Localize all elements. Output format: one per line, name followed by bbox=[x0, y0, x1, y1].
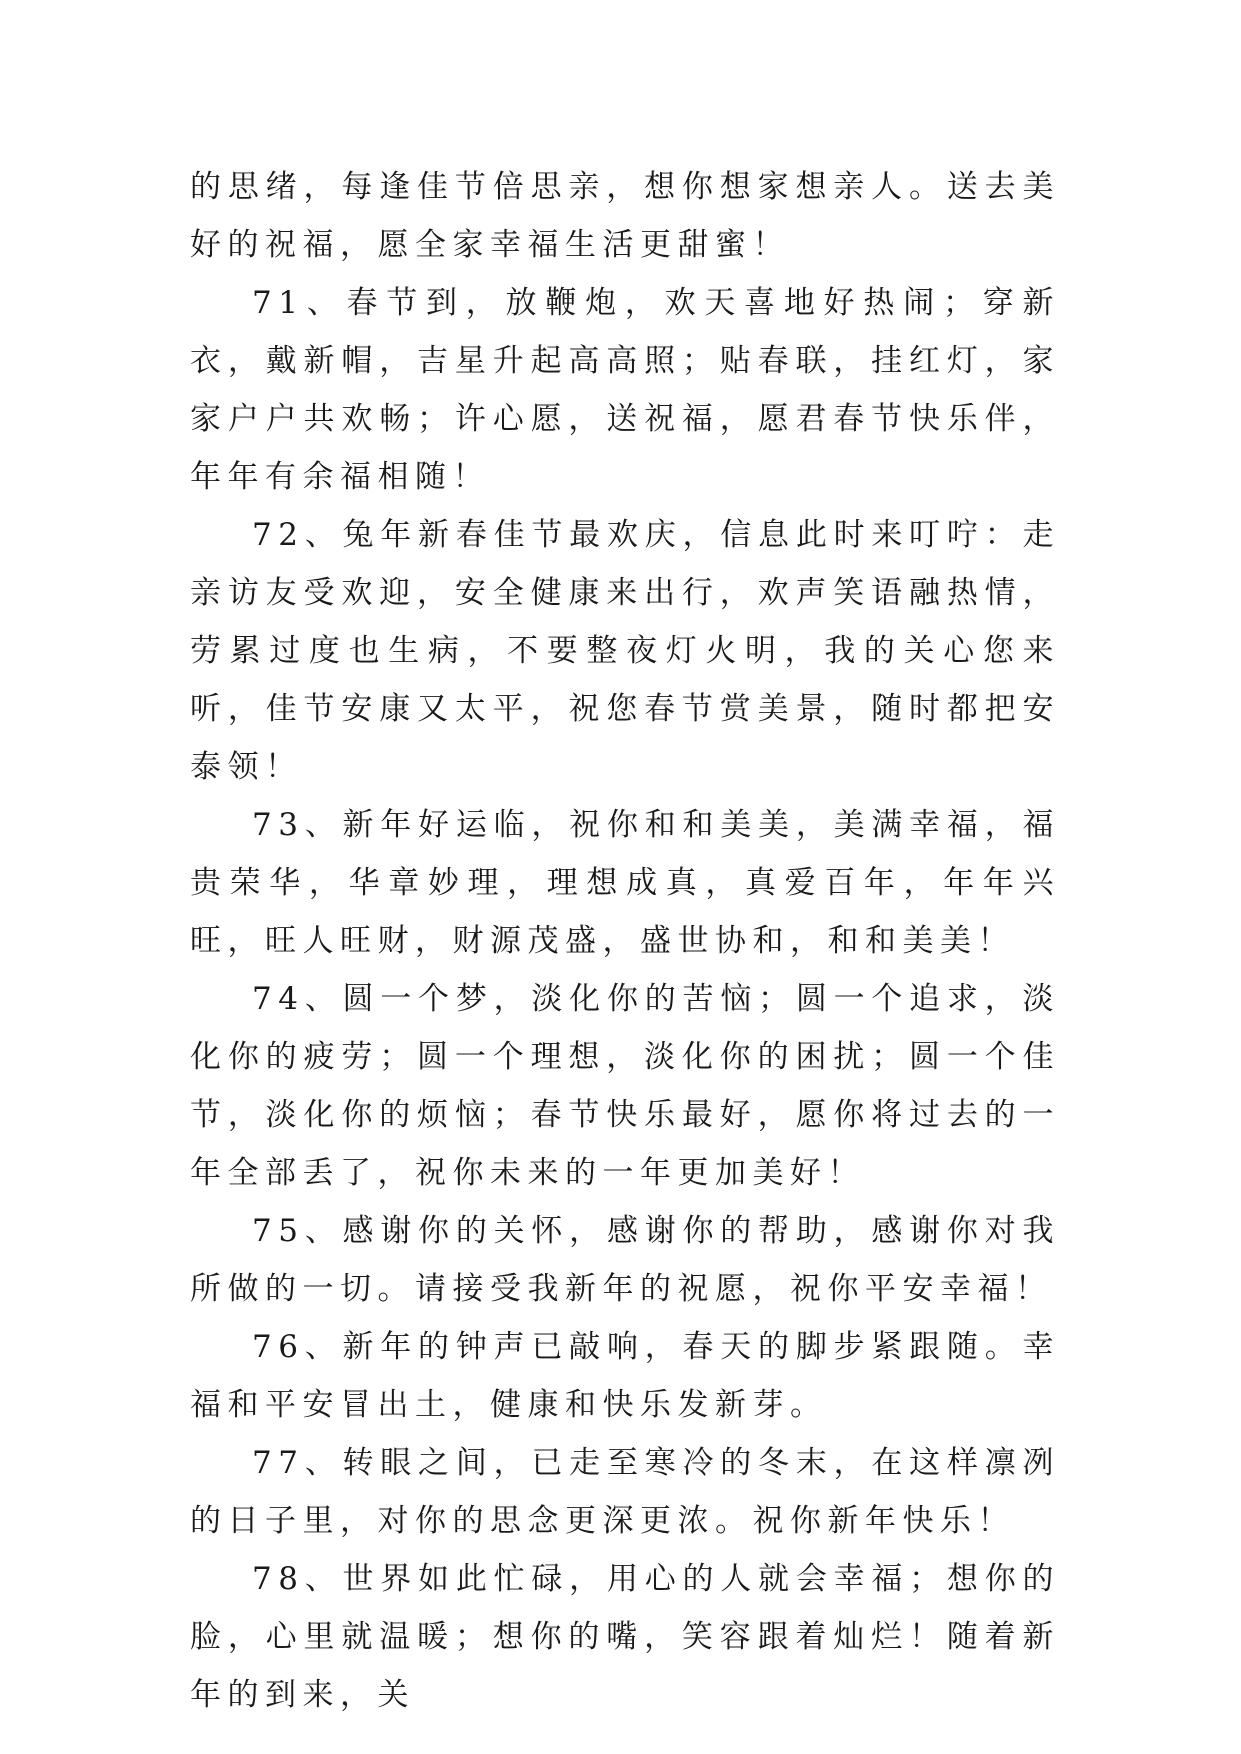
paragraph-74: 74、圆一个梦，淡化你的苦恼；圆一个追求，淡化你的疲劳；圆一个理想，淡化你的困扰；圆一个佳节，淡化你的烦恼；春节快乐最好，愿你将过去的一年全部丢了，祝你未来的一年更加美好！ bbox=[190, 981, 1060, 1191]
paragraph-78: 78、世界如此忙碌，用心的人就会幸福；想你的脸，心里就温暖；想你的嘴，笑容跟着灿烂！随着新年的到来，关 bbox=[190, 1561, 1060, 1713]
paragraph-72: 72、兔年新春佳节最欢庆，信息此时来叮咛：走亲访友受欢迎，安全健康来出行，欢声笑语融热情，劳累过度也生病，不要整夜灯火明，我的关心您来听，佳节安康又太平，祝您春节赏美景，随时都把安泰领！ bbox=[190, 517, 1060, 785]
paragraph-71: 71、春节到，放鞭炮，欢天喜地好热闹；穿新衣，戴新帽，吉星升起高高照；贴春联，挂红灯，家家户户共欢畅；许心愿，送祝福，愿君春节快乐伴，年年有余福相随！ bbox=[190, 285, 1060, 495]
paragraph-73: 73、新年好运临，祝你和和美美，美满幸福，福贵荣华，华章妙理，理想成真，真爱百年，年年兴旺，旺人旺财，财源茂盛，盛世协和，和和美美！ bbox=[190, 807, 1060, 959]
paragraph-continuation: 的思绪，每逢佳节倍思亲，想你想家想亲人。送去美好的祝福，愿全家幸福生活更甜蜜！ bbox=[190, 169, 1060, 263]
paragraph-75: 75、感谢你的关怀，感谢你的帮助，感谢你对我所做的一切。请接受我新年的祝愿，祝你平安幸福！ bbox=[190, 1213, 1060, 1307]
document-body bbox=[190, 158, 1060, 1724]
paragraph-77: 77、转眼之间，已走至寒冷的冬末，在这样凛冽的日子里，对你的思念更深更浓。祝你新年快乐！ bbox=[190, 1445, 1060, 1539]
paragraph-76: 76、新年的钟声已敲响，春天的脚步紧跟随。幸福和平安冒出土，健康和快乐发新芽。 bbox=[190, 1329, 1060, 1423]
